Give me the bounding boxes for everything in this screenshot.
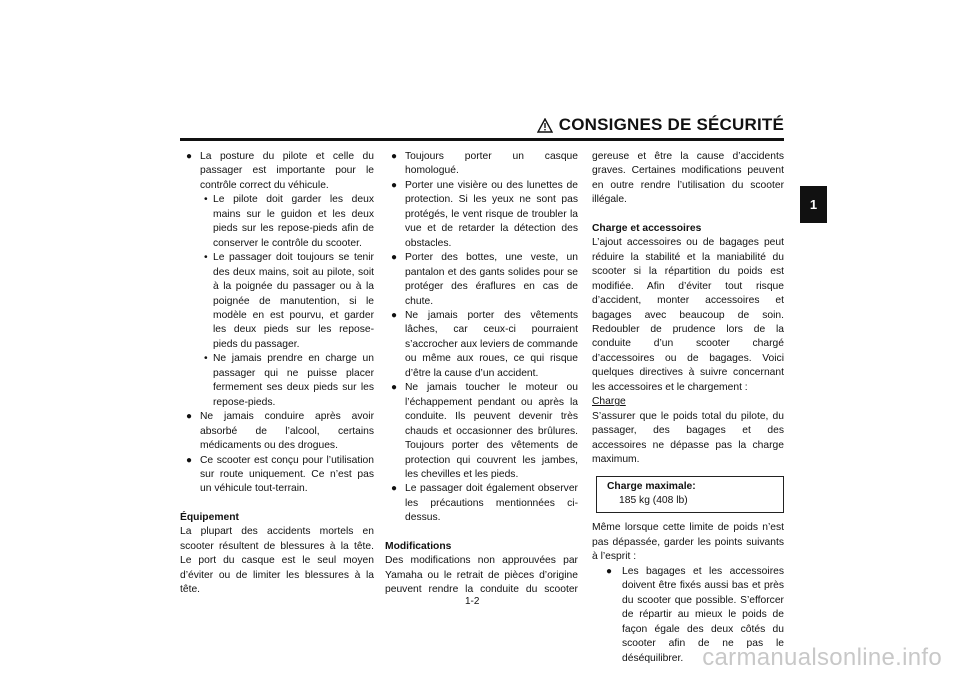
page-number: 1-2	[465, 596, 480, 607]
list-item-text: Le passager doit toujours se tenir des deux mains, soit au pilote, soit à la poignée du passager ou à la poignée de manutention, si le modèle en est pourvu, et garder les deux pieds sur les repose-pieds du passager.	[213, 252, 374, 350]
section-text-equipement: La plupart des accidents mortels en scooter résultent de blessures à la tête. Le port du casque est le seul moyen d’éviter ou de limiter les blessures à la tête.	[180, 526, 374, 596]
list-item-text: Ne jamais conduire après avoir absorbé de l’alcool, certains médicaments ou des drogues.	[200, 411, 374, 452]
list-item-text: Porter une visière ou des lunettes de protection. Si les yeux ne sont pas protégés, le vent risque de troubler la vue et de retarder la détection des obstacles.	[405, 179, 578, 249]
bullet-icon: ●	[391, 309, 398, 321]
list-item-text: Ne jamais porter des vêtements lâches, car ceux-ci pourraient s’accrocher aux leviers de commande ou même aux roues, ce qui risque d’être la cause d’un accident.	[405, 309, 578, 379]
list-item-text: Le passager doit également observer les précautions mentionnées ci-dessus.	[405, 483, 578, 524]
list-item-text: La posture du pilote et celle du passager est importante pour le contrôle correct du véhicule.	[200, 151, 374, 191]
list-item	[385, 309, 578, 381]
section-text-after-box: Même lorsque cette limite de poids n’est pas dépassée, garder les points suivants à l’esprit :	[592, 522, 784, 563]
watermark: carmanualsonline.info	[702, 644, 942, 671]
bullet-icon: •	[204, 252, 208, 264]
section-text-charge: L’ajout accessoires ou de bagages peut réduire la stabilité et la maniabilité du scooter si la répartition du poids est modifiée. Afin d’éviter tout risque d’accident, monter accessoires et bagages avec beaucoup de soin. Redoubler de prudence lors de la conduite d’un scooter chargé d’accessoires ou de bagages. Voici quelques directives à suivre concernant les accessoires et le chargement :	[592, 237, 784, 393]
sub-list-item	[180, 251, 374, 352]
bullet-icon: ●	[186, 151, 193, 162]
bullet-icon: ●	[391, 483, 398, 495]
list-item-text: Le pilote doit garder les deux mains sur le guidon et les deux pieds sur les repose-pieds afin de conserver le contrôle du scooter.	[213, 194, 374, 249]
section-text-modifications-continued: gereuse et être la cause d’accidents graves. Certaines modifications peuvent en outre rendre l’utilisation du scooter illégale.	[592, 151, 784, 206]
list-item-text: Les bagages et les accessoires doivent être fixés aussi bas et près du scooter que possible. S’efforcer de répartir au mieux le poids de façon égale des deux côtés du scooter afin de ne pas le déséquilibrer.	[622, 565, 784, 664]
bullet-icon: ●	[391, 151, 398, 162]
list-item-text: Toujours porter un casque homologué.	[405, 151, 578, 177]
sub-list-item	[180, 352, 374, 410]
bullet-icon: ●	[391, 252, 398, 264]
max-load-box	[596, 476, 784, 514]
list-item-text: Ne jamais prendre en charge un passager qui ne puisse placer fermement ses deux pieds sur les repose-pieds.	[213, 353, 374, 408]
page-header	[180, 112, 784, 138]
list-item	[385, 251, 578, 309]
column-3	[592, 150, 784, 666]
max-load-title: Charge maximale:	[607, 480, 696, 492]
sub-list-item	[180, 193, 374, 251]
bullet-icon: •	[204, 353, 208, 365]
bullet-icon: ●	[391, 382, 398, 394]
list-item	[180, 150, 374, 193]
list-item	[385, 381, 578, 482]
bullet-icon: ●	[186, 454, 193, 466]
list-item-text: Porter des bottes, une veste, un pantalon et des gants solides pour se protéger des éraflures en cas de chute.	[405, 252, 578, 307]
chapter-tab: 1	[800, 186, 827, 223]
subheading-charge: Charge	[592, 396, 626, 408]
list-item	[385, 179, 578, 251]
section-heading-modifications: Modifications	[385, 540, 452, 552]
list-item	[385, 482, 578, 525]
column-1	[180, 150, 374, 598]
list-item	[180, 454, 374, 497]
section-heading-equipement: Équipement	[180, 511, 239, 523]
list-item-text: Ce scooter est conçu pour l’utilisation sur route uniquement. Ce n’est pas un véhicule tout-terrain.	[200, 454, 374, 495]
page-title-text: CONSIGNES DE SÉCURITÉ	[558, 115, 784, 134]
list-item	[385, 150, 578, 179]
section-text-charge-limit: S’assurer que le poids total du pilote, du passager, des bagages et des accessoires ne dépasse pas la charge maximum.	[592, 410, 784, 466]
list-item-text: Ne jamais toucher le moteur ou l’échappement pendant ou après la conduite. Ils peuvent devenir très chauds et occasionner des brûlures. Toujours porter des vêtements de protection qui couvrent les jambes, les chevilles et les pieds.	[405, 382, 578, 480]
page-title	[537, 115, 784, 135]
bullet-icon: ●	[391, 179, 398, 191]
bullet-icon: ●	[186, 411, 193, 423]
list-item	[180, 410, 374, 453]
warning-triangle-icon	[537, 118, 553, 133]
section-heading-charge: Charge et accessoires	[592, 222, 702, 234]
bullet-icon: ●	[606, 565, 613, 577]
section-text-modifications: Des modifications non approuvées par Yamaha ou le retrait de pièces d’origine peuvent rendre la conduite du scooter	[385, 555, 578, 596]
header-rule	[180, 138, 784, 141]
max-load-value: 185 kg (408 lb)	[619, 494, 688, 506]
bullet-icon: •	[204, 194, 208, 206]
column-2	[385, 150, 578, 597]
